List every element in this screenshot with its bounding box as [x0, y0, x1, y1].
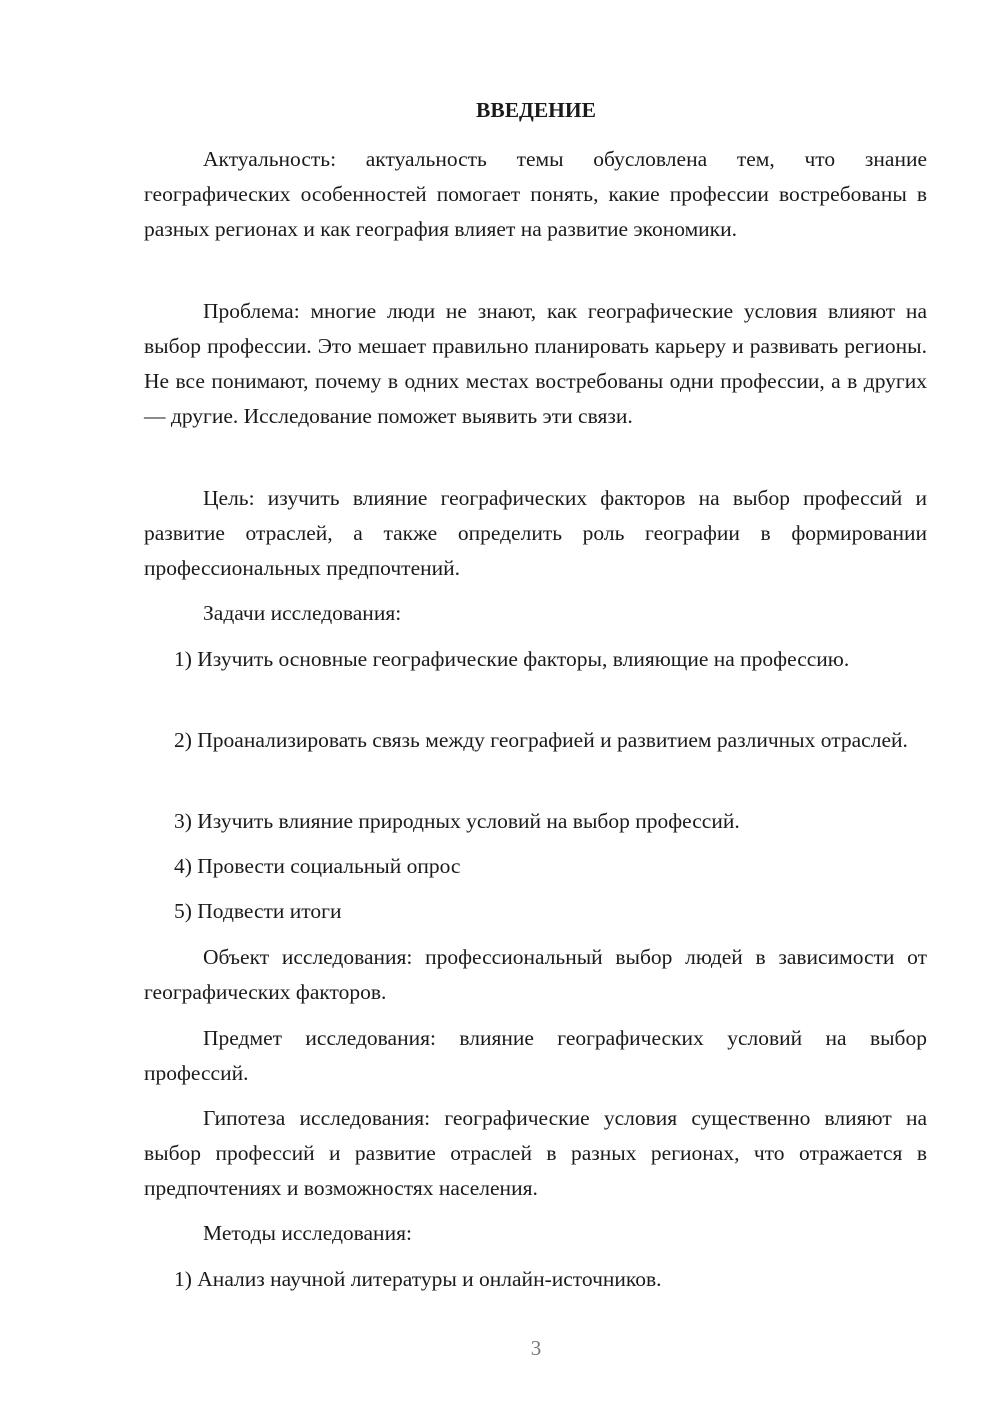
hypothesis-paragraph: Гипотеза исследования: географические условия существенно влияют на выбор профессий и развитие отраслей в разных регионах, что отражается в предпочтениях и возможностях населения.	[144, 1106, 927, 1200]
subject-paragraph: Предмет исследования: влияние географических условий на выбор профессий.	[144, 1026, 927, 1085]
relevance-paragraph: Актуальность: актуальность темы обусловлена тем, что знание географических особенностей помогает понять, какие профессии востребованы в разных регионах и как география влияет на развитие экономики.	[144, 147, 927, 241]
method-item-1: 1) Анализ научной литературы и онлайн-источников.	[174, 1267, 662, 1291]
object-paragraph: Объект исследования: профессиональный выбор людей в зависимости от географических факторов.	[144, 945, 927, 1004]
tasks-label: Задачи исследования:	[203, 601, 402, 625]
page-title: ВВЕДЕНИЕ	[476, 98, 596, 122]
task-item-2: 2) Проанализировать связь между географией и развитием различных отраслей.	[174, 728, 908, 752]
task-item-5: 5) Подвести итоги	[174, 899, 342, 923]
page-number: 3	[530, 1336, 542, 1360]
task-item-1: 1) Изучить основные географические факторы, влияющие на профессию.	[174, 647, 850, 671]
methods-label: Методы исследования:	[203, 1221, 412, 1245]
goal-paragraph: Цель: изучить влияние географических факторов на выбор профессий и развитие отраслей, а также определить роль географии в формировании профессиональных предпочтений.	[144, 486, 927, 580]
problem-paragraph: Проблема: многие люди не знают, как географические условия влияют на выбор профессии. Это мешает правильно планировать карьеру и развивать регионы. Не все понимают, почему в одних местах востребованы одни профессии, а в других — другие. Исследование поможет выявить эти связи.	[144, 299, 927, 428]
task-item-3: 3) Изучить влияние природных условий на выбор профессий.	[174, 809, 740, 833]
task-item-4: 4) Провести социальный опрос	[174, 854, 461, 878]
